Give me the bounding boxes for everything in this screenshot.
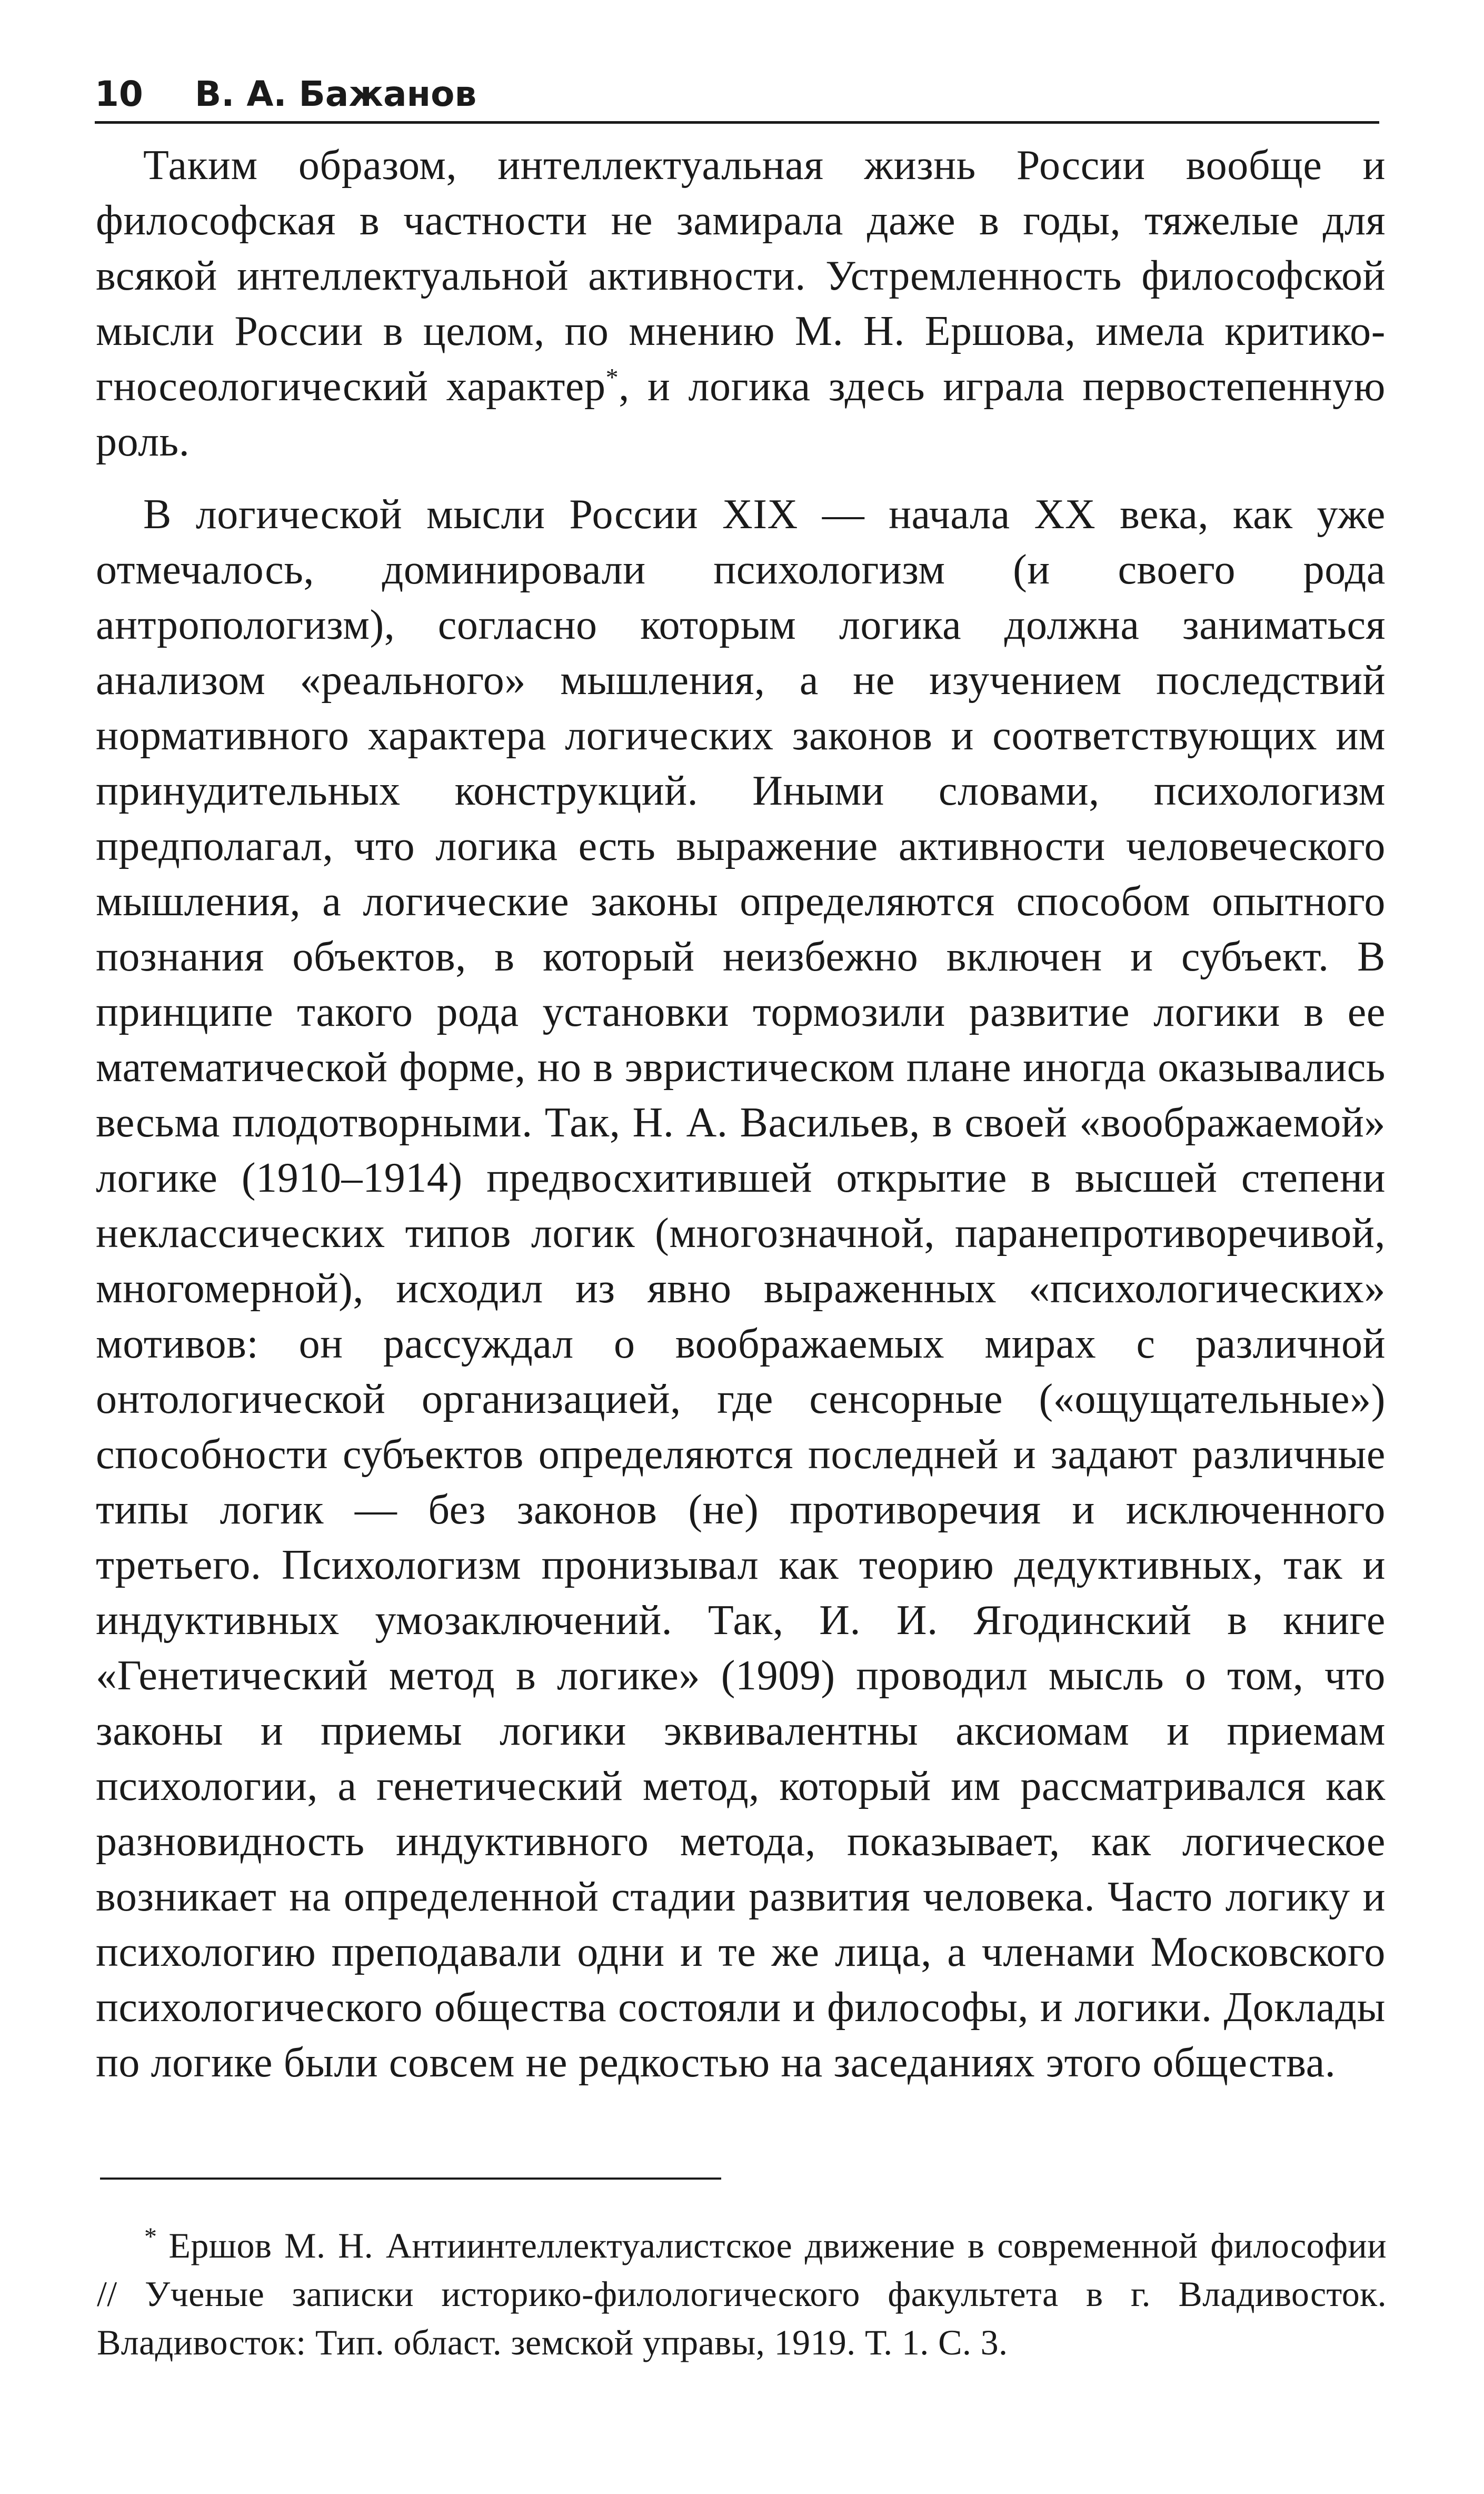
paragraph-1 — [96, 138, 1386, 470]
paragraph-1-tail: , и логика здесь играла первостепенную роль. — [96, 363, 1386, 465]
footnote-paragraph — [97, 2221, 1387, 2367]
footnote-reference[interactable]: * — [605, 363, 619, 392]
footnote-text: Ершов М. Н. Антиинтеллектуалистское движение в современной философии // Ученые записки историко-филологического факультета в г. Владивосток. Владивосток: Тип. област. земской управы, 1919. Т. 1. С. 3. — [97, 2225, 1387, 2362]
footnote-divider — [100, 2178, 721, 2180]
running-header — [95, 66, 1379, 124]
paragraph-2: В логической мысли России XIX — начала XX века, как уже отмечалось, доминировали психологизм (и своего рода антропологизм), согласно которым логика должна заниматься анализом «реального» мышления, а не изучением последствий нормативного характера логических законов и соответствующих им принудительных конструкций. Иными словами, психологизм предполагал, что логика есть выражение активности человеческого мышления, а логические законы определяются способом опытного познания объектов, в который неизбежно включен и субъект. В принципе такого рода установки тормозили развитие логики в ее математической форме, но в эвристическом плане иногда оказывались весьма плодотворными. Так, Н. А. Васильев, в своей «воображаемой» логике (1910–1914) предвосхитившей открытие в высшей степени неклассических типов логик (многозначной, паранепротиворечивой, многомерной), исходил из явно выраженных «психологических» мотивов: он рассуждал о воображаемых мирах с различной онтологической организацией, где сенсорные («ощущательные») способности субъектов определяются последней и задают различные типы логик — без законов (не) противоречия и исключенного третьего. Психологизм пронизывал как теорию дедуктивных, так и индуктивных умозаключений. Так, И. И. Ягодинский в книге «Генетический метод в логике» (1909) проводил мысль о том, что законы и приемы логики эквивалентны аксиомам и приемам психологии, а генетический метод, который им рассматривался как разновидность индуктивного метода, показывает, как логическое возникает на определенной стадии развития человека. Часто логику и психологию преподавали одни и те же лица, а членами Московского психологического общества состояли и философы, и логики. Доклады по логике были совсем не редкостью на заседаниях этого общества. — [96, 491, 1386, 2086]
main-text — [96, 138, 1386, 2108]
page-number: 10 — [95, 74, 143, 114]
paragraph-1-text: Таким образом, интеллектуальная жизнь России вообще и философская в частности не замирала даже в годы, тяжелые для всякой интеллектуальной активности. Устремленность философской мысли России в целом, по мнению М. Н. Ершова, имела критико-гносеологический характер — [96, 142, 1386, 410]
running-head-author: В. А. Бажанов — [195, 74, 477, 114]
footnote — [97, 2221, 1387, 2367]
footnote-marker: * — [144, 2223, 157, 2251]
